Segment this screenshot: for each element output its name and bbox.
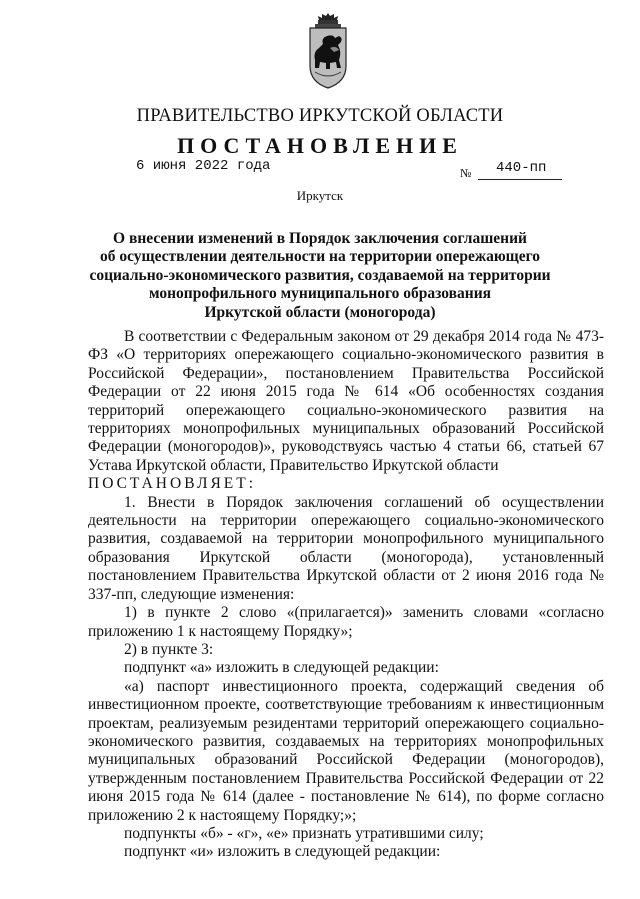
coat-of-arms-emblem	[303, 12, 353, 90]
government-name: ПРАВИТЕЛЬСТВО ИРКУТСКОЙ ОБЛАСТИ	[136, 106, 504, 126]
title-line: Иркутской области (моногорода)	[204, 303, 436, 321]
subitem-2a-text: «а) паспорт инвестиционного проекта, содержащий сведения об инвестиционном проекте, соответствующие требованиям к инвестиционным проектам, реализуемым резидентами территорий опережающего социально-экономического развития, создаваемых на территориях монопрофильных муниципальных образований Российской Федерации (моногородов), утвержденным постановлением Правительства Российской Федерации от 22 июня 2015 года № 614 (далее - постановление № 614), по форме согласно приложению 2 к настоящему Порядку;»;	[88, 677, 604, 824]
subitem-2a-intro: подпункт «а» изложить в следующей редакции:	[124, 659, 439, 677]
title-line: социально-экономического развития, создаваемой на территории	[89, 266, 551, 284]
irkutsk-coat-of-arms-icon	[303, 12, 353, 90]
title-line: монопрофильного муниципального образования	[148, 285, 492, 303]
city-name: Иркутск	[296, 188, 344, 203]
subitem-2i-paragraph: подпункт «и» изложить в следующей редакции:	[124, 843, 441, 861]
resolves-heading: ПОСТАНОВЛЯЕТ:	[88, 475, 257, 493]
number-sign: №	[460, 166, 472, 180]
item-1-paragraph: 1. Внести в Порядок заключения соглашений об осуществлении деятельности на территории опережающего социально-экономического развития, создаваемой на территории монопрофильного муниципального образования Иркутской области (моногорода), установленный постановлением Правительства Иркутской области от 2 июня 2016 года № 337-пп, следующие изменения:	[88, 493, 604, 603]
number-underline	[478, 179, 562, 180]
preamble-paragraph: В соответствии с Федеральным законом от 29 декабря 2014 года № 473-ФЗ «О территориях опережающего социально-экономического развития в Российской Федерации», постановлением Правительства Российской Федерации от 22 июня 2015 года № 614 «Об особенностях создания территорий опережающего социально-экономического развития на территориях монопрофильных муниципальных образований Российской Федерации (моногородов)», руководствуясь частью 4 статьи 66, статьей 67 Устава Иркутской области, Правительство Иркутской области	[88, 328, 604, 474]
subitem-1-paragraph: 1) в пункте 2 слово «(прилагается)» заменить словами «согласно приложению 1 к настоящему Порядку»;	[88, 604, 604, 640]
subitem-2-paragraph: 2) в пункте 3:	[124, 640, 214, 658]
decree-title	[0, 230, 640, 322]
document-type: ПОСТАНОВЛЕНИЕ	[177, 133, 463, 158]
decree-date: 6 июня 2022 года	[136, 158, 271, 174]
subitem-2bg-paragraph: подпункты «б» - «г», «е» признать утратившими силу;	[124, 824, 484, 842]
title-line: об осуществлении деятельности на территории опережающего	[99, 248, 541, 266]
decree-number-block	[458, 160, 562, 180]
decree-number: 440-пп	[496, 160, 547, 176]
decree-body	[88, 328, 604, 862]
title-line: О внесении изменений в Порядок заключения соглашений	[113, 230, 527, 247]
